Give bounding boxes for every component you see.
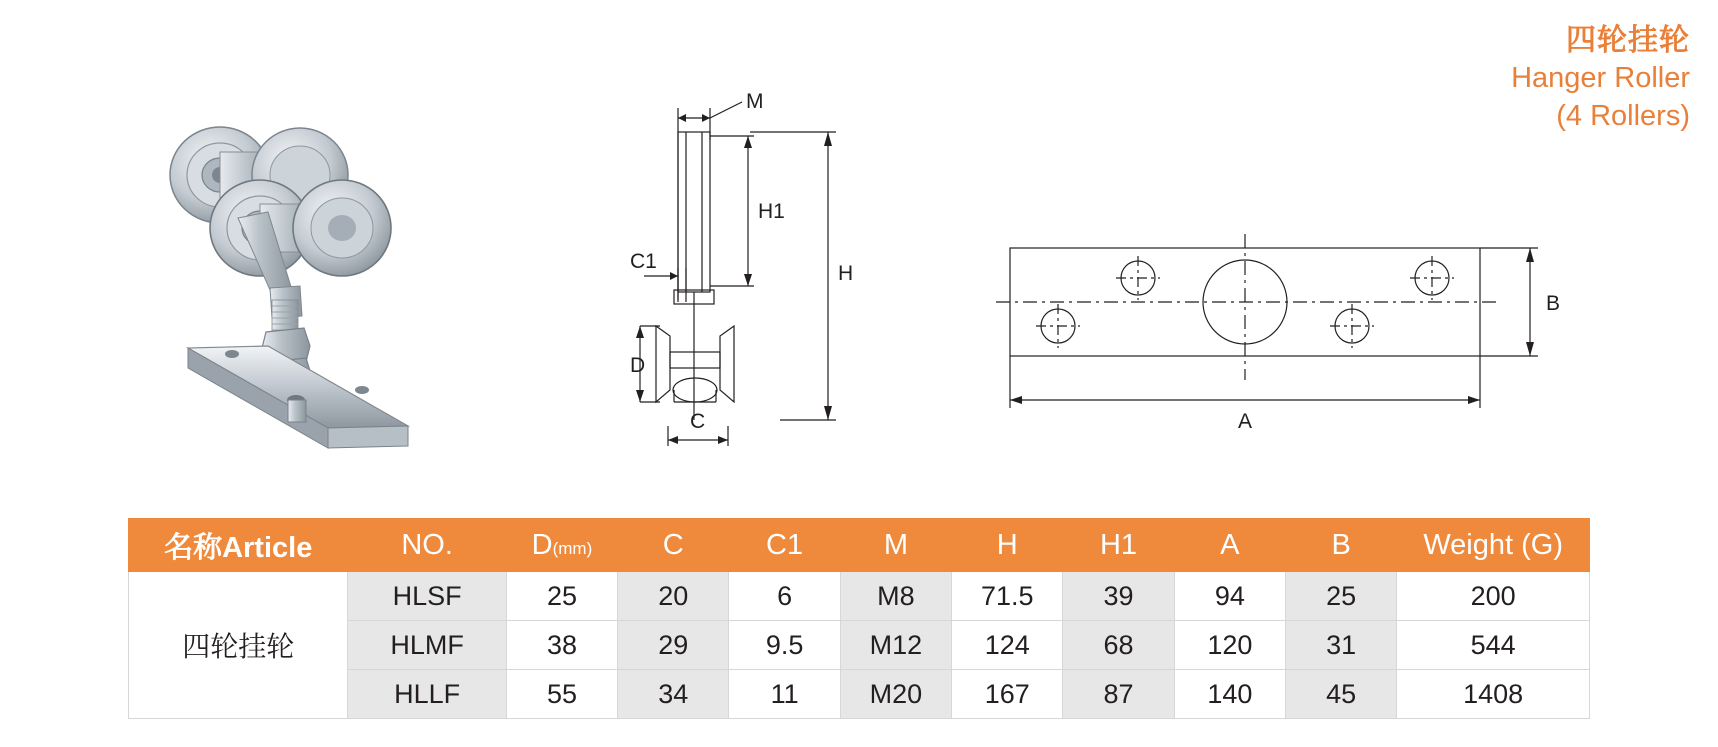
header-no: NO.: [348, 519, 506, 572]
title-subtitle: (4 Rollers): [1556, 99, 1690, 132]
header-d-unit: (mm): [552, 538, 593, 558]
title-english: Hanger Roller: [1511, 62, 1690, 95]
cell-h: 124: [952, 621, 1063, 670]
cell-no: HLSF: [348, 572, 506, 621]
plan-view-drawing: [990, 230, 1630, 440]
table-row: [129, 621, 1590, 670]
header-c1: C1: [729, 519, 840, 572]
cell-d: 38: [506, 621, 617, 670]
header-article: 名称Article: [129, 519, 348, 572]
cell-c1: 11: [729, 670, 840, 719]
cell-a: 94: [1174, 572, 1285, 621]
header-a: A: [1174, 519, 1285, 572]
cell-c: 29: [618, 621, 729, 670]
header-weight: Weight (G): [1397, 519, 1590, 572]
table-header-row: [129, 519, 1590, 572]
header-h1: H1: [1063, 519, 1174, 572]
specification-table: [128, 518, 1590, 719]
cell-h1: 68: [1063, 621, 1174, 670]
label-c: C: [690, 410, 706, 433]
header-d: [506, 519, 617, 572]
cell-m: M20: [840, 670, 951, 719]
title-chinese: 四轮挂轮: [1566, 24, 1690, 57]
cell-m: M12: [840, 621, 951, 670]
front-view-drawing: [630, 90, 950, 480]
cell-weight: 1408: [1397, 670, 1590, 719]
cell-d: 55: [506, 670, 617, 719]
cell-h: 71.5: [952, 572, 1063, 621]
cell-b: 31: [1286, 621, 1397, 670]
cell-m: M8: [840, 572, 951, 621]
label-c1: C1: [630, 250, 657, 273]
cell-c: 20: [618, 572, 729, 621]
cell-c1: 6: [729, 572, 840, 621]
cell-d: 25: [506, 572, 617, 621]
label-a: A: [1238, 410, 1253, 433]
label-b: B: [1546, 292, 1561, 315]
cell-c: 34: [618, 670, 729, 719]
cell-no: HLMF: [348, 621, 506, 670]
product-photo: [150, 100, 480, 470]
cell-b: 45: [1286, 670, 1397, 719]
label-m: M: [746, 90, 764, 113]
label-h1: H1: [758, 200, 785, 223]
cell-h1: 87: [1063, 670, 1174, 719]
cell-b: 25: [1286, 572, 1397, 621]
header-d-text: D: [531, 528, 553, 561]
cell-h: 167: [952, 670, 1063, 719]
header-h: H: [952, 519, 1063, 572]
header-m: M: [840, 519, 951, 572]
cell-no: HLLF: [348, 670, 506, 719]
cell-weight: 544: [1397, 621, 1590, 670]
header-c: C: [618, 519, 729, 572]
cell-h1: 39: [1063, 572, 1174, 621]
table-row: [129, 572, 1590, 621]
header-b: B: [1286, 519, 1397, 572]
cell-c1: 9.5: [729, 621, 840, 670]
hanger-roller-photo: [150, 100, 480, 470]
cell-weight: 200: [1397, 572, 1590, 621]
table-row: [129, 670, 1590, 719]
label-h: H: [838, 262, 854, 285]
cell-article-label: 四轮挂轮: [129, 572, 348, 719]
cell-a: 140: [1174, 670, 1285, 719]
cell-a: 120: [1174, 621, 1285, 670]
title-block: [1511, 22, 1690, 135]
label-d: D: [630, 354, 646, 377]
